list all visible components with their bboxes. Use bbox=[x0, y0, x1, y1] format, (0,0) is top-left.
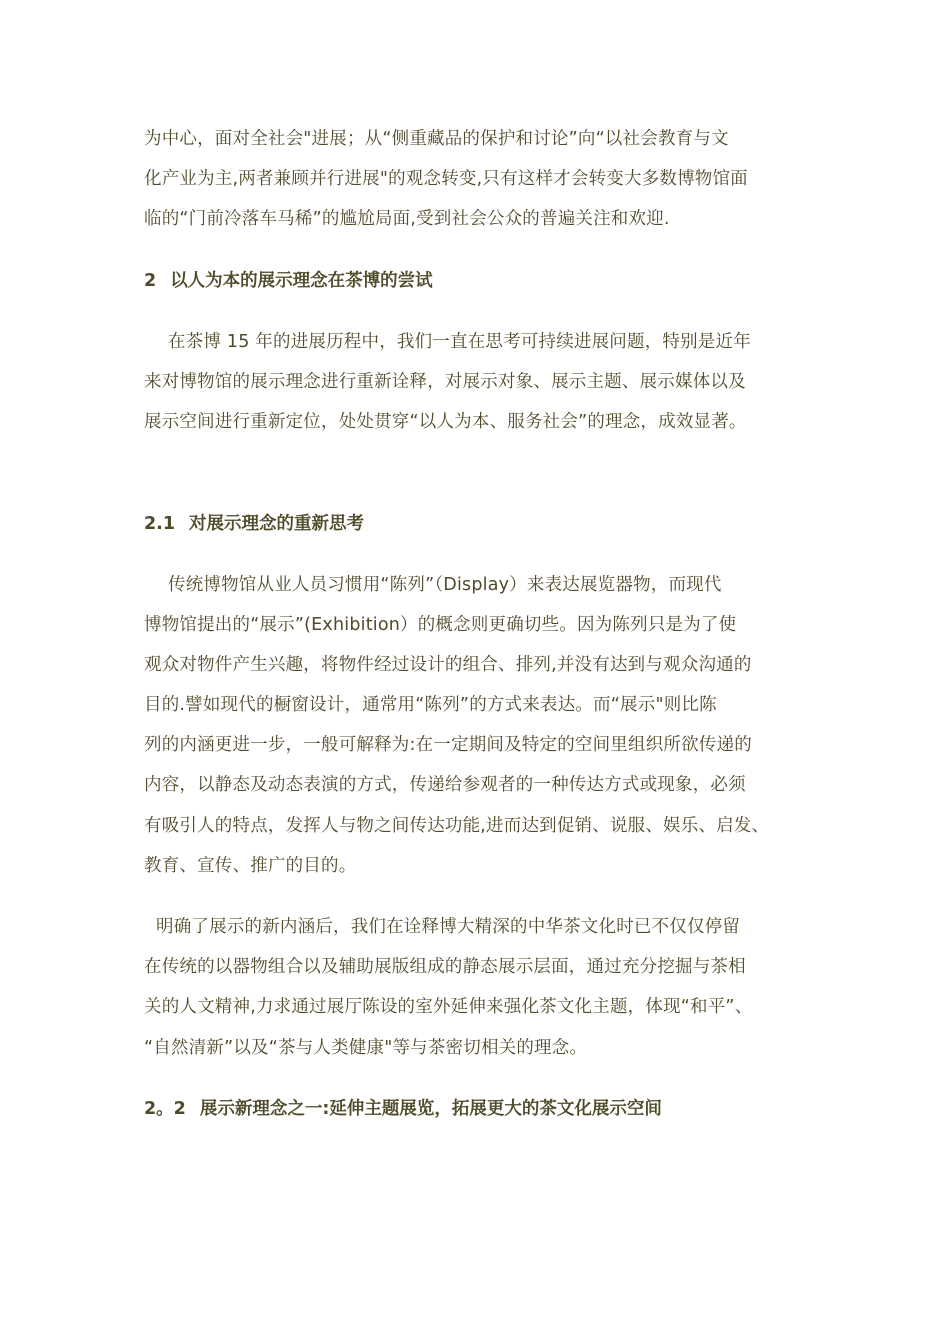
para1-line-1: 为中心，面对全社会"进展；从“侧重藏品的保护和讨论”向“以社会教育与文 bbox=[144, 129, 729, 149]
section-number: 2。2 bbox=[144, 1099, 186, 1119]
section-title: 展示新理念之一:延伸主题展览，拓展更大的茶文化展示空间 bbox=[199, 1099, 662, 1119]
para3-line-8: 教育、宣传、推广的目的。 bbox=[144, 856, 357, 876]
para3-line-7: 有吸引人的特点，发挥人与物之间传达功能,进而达到促销、说服、娱乐、启发、 bbox=[144, 816, 770, 836]
para3-line-6: 内容，以静态及动态表演的方式，传递给参观者的一种传达方式或现象，必须 bbox=[144, 775, 746, 795]
para3-line-2: 博物馆提出的“展示”(Exhibition）的概念则更确切些。因为陈列只是为了使 bbox=[144, 615, 737, 635]
para4-line-3: 关的人文精神,力求通过展厅陈设的室外延伸来强化茶文化主题，体现“和平”、 bbox=[144, 997, 753, 1017]
para2-line-2: 来对博物馆的展示理念进行重新诠释，对展示对象、展示主题、展示媒体以及 bbox=[144, 372, 746, 392]
section-heading-2-2 bbox=[144, 1097, 662, 1121]
section-heading-2 bbox=[144, 269, 433, 293]
section-title: 以人为本的展示理念在茶博的尝试 bbox=[170, 271, 433, 291]
para2-line-1: 在茶博 15 年的进展历程中，我们一直在思考可持续进展问题，特别是近年 bbox=[168, 332, 751, 352]
para4-line-1: 明确了展示的新内涵后，我们在诠释博大精深的中华茶文化时已不仅仅停留 bbox=[156, 917, 741, 937]
section-number: 2.1 bbox=[144, 514, 176, 534]
para4-line-2: 在传统的以器物组合以及辅助展版组成的静态展示层面，通过充分挖掘与茶相 bbox=[144, 957, 746, 977]
para3-line-5: 列的内涵更进一步，一般可解释为:在一定期间及特定的空间里组织所欲传递的 bbox=[144, 735, 752, 755]
para1-line-3: 临的“门前冷落车马稀”的尴尬局面,受到社会公众的普遍关注和欢迎. bbox=[144, 209, 670, 229]
para3-line-1: 传统博物馆从业人员习惯用“陈列”（Display）来表达展览器物，而现代 bbox=[168, 575, 722, 595]
para1-line-2: 化产业为主,两者兼顾并行进展"的观念转变,只有这样才会转变大多数博物馆面 bbox=[144, 169, 748, 189]
section-title: 对展示理念的重新思考 bbox=[189, 514, 365, 534]
section-heading-2-1 bbox=[144, 512, 364, 536]
para4-line-4: “自然清新”以及“茶与人类健康"等与茶密切相关的理念。 bbox=[144, 1038, 588, 1058]
section-number: 2 bbox=[144, 271, 157, 291]
para3-line-4: 目的.譬如现代的橱窗设计，通常用“陈列”的方式来表达。而“展示"则比陈 bbox=[144, 695, 717, 715]
para3-line-3: 观众对物件产生兴趣，将物件经过设计的组合、排列,并没有达到与观众沟通的 bbox=[144, 655, 752, 675]
para2-line-3: 展示空间进行重新定位，处处贯穿“以人为本、服务社会”的理念，成效显著。 bbox=[144, 412, 747, 432]
